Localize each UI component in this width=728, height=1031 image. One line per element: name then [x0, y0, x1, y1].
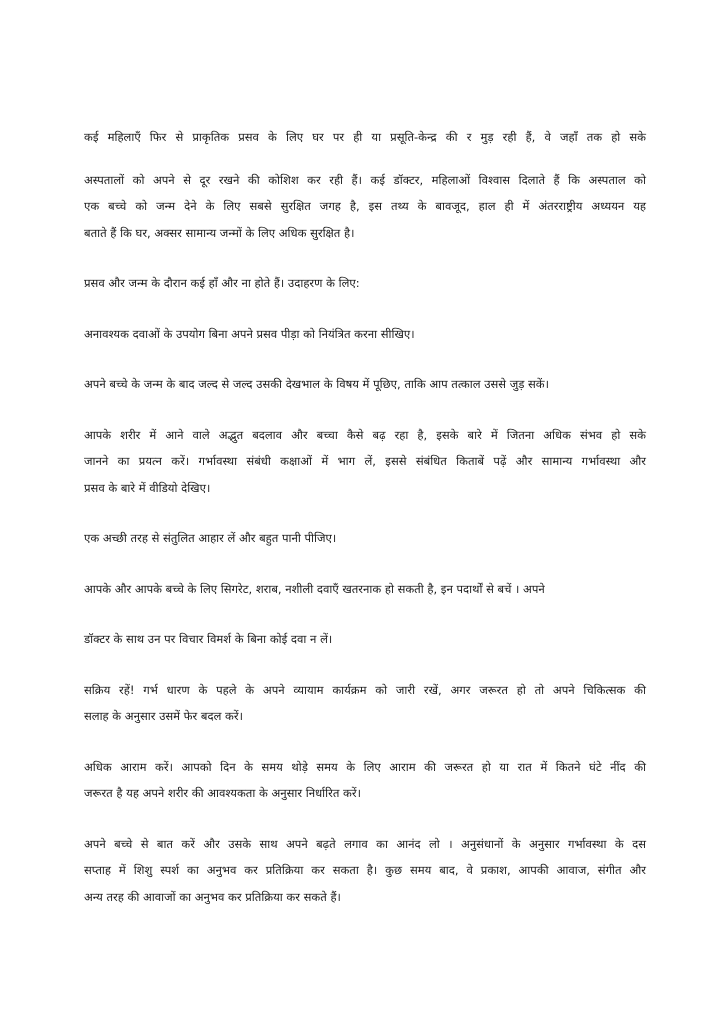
paragraph [84, 831, 646, 911]
text-line: आपके और आपके बच्चे के लिए सिगरेट, शराब, नशीली दवाएँ खतरनाक हो सकती है, इन पदार्थों से बचें । अपने [84, 581, 545, 596]
text-line: अस्पतालों को अपने से दूर रखने की कोशिश कर रही हैं। कई डॉक्टर, महिलाओं विश्वास दिलाते हैं कि अस्पताल को [84, 172, 646, 187]
paragraph [84, 321, 646, 348]
text-line: अपने बच्चे के जन्म के बाद जल्द से जल्द उसकी देखभाल के विषय में पूछिए, ताकि आप तत्काल उससे जुड़ सकें। [84, 377, 550, 391]
paragraph [84, 754, 646, 807]
text-line: सलाह के अनुसार उसमें फेर बदल करें। [84, 709, 243, 723]
paragraph [84, 371, 646, 398]
text-line: डॉक्टर के साथ उन पर विचार विमर्श के बिना कोई दवा न लें। [84, 632, 333, 646]
paragraph [84, 525, 646, 552]
text-line: अधिक आराम करें। आपको दिन के समय थोड़े समय के लिए आराम की जरूरत हो या रात में कितने घंटे नींद की [84, 759, 646, 774]
text-line: एक अच्छी तरह से संतुलित आहार लें और बहुत पानी पीजिए। [84, 531, 337, 545]
paragraph [84, 270, 646, 297]
text-line: अपने बच्चे से बात करें और उसके साथ अपने बढ़ते लगाव का आनंद लो । अनुसंधानों के अनुसार गर्भावस्था के दस [84, 836, 646, 851]
text-line: अनावश्यक दवाओं के उपयोग बिना अपने प्रसव पीड़ा को नियंत्रित करना सीखिए। [84, 326, 415, 341]
text-line: आपके शरीर में आने वाले अद्भुत बदलाव और बच्चा कैसे बढ़ रहा है, इसके बारे में जितना अधिक संभव हो सके [84, 427, 646, 442]
paragraph [84, 626, 646, 653]
text-line: सप्ताह में शिशु स्पर्श का अनुभव कर प्रतिक्रिया कर सकता है। कुछ समय बाद, वे प्रकाश, आपकी आवाज, संगीत और [84, 863, 646, 877]
text-line: सक्रिय रहें! गर्भ धारण के पहले के अपने व्यायाम कार्यक्रम को जारी रखें, अगर जरूरत हो तो अपने चिकित्सक की [84, 682, 646, 697]
document-page [84, 124, 646, 934]
paragraph [84, 576, 646, 603]
text-line: अन्य तरह की आवाजों का अनुभव कर प्रतिक्रिया कर सकते हैं। [84, 889, 341, 904]
paragraph [84, 167, 646, 247]
text-line: एक बच्चे को जन्म देने के लिए सबसे सुरक्षित जगह है, इस तथ्य के बावजूद, हाल ही में अंतरराष्ट्रीय अध्ययन यह [84, 199, 646, 213]
text-line: जरूरत है यह अपने शरीर की आवश्यकता के अनुसार निर्धारित करें। [84, 786, 361, 800]
text-line: कई महिलाएँ फिर से प्राकृतिक प्रसव के लिए घर पर ही या प्रसूति-केन्द्र की र मुड़ रही हैं, वे जहाँ तक हो सके [84, 130, 646, 144]
text-line: बताते हैं कि घर, अक्सर सामान्य जन्मों के लिए अधिक सुरक्षित है। [84, 225, 355, 240]
text-line: जानने का प्रयत्न करें। गर्भावस्था संबंधी कक्षाओं में भाग लें, इससे संबंधित किताबें पढ़ें और सामान्य गर्भावस्था और [84, 454, 646, 468]
text-line: प्रसव और जन्म के दौरान कई हाँ और ना होते हैं। उदाहरण के लिए: [84, 276, 360, 290]
paragraph [84, 677, 646, 730]
text-line: प्रसव के बारे में वीडियो देखिए। [84, 480, 211, 495]
paragraph [84, 422, 646, 502]
paragraph [84, 124, 646, 151]
